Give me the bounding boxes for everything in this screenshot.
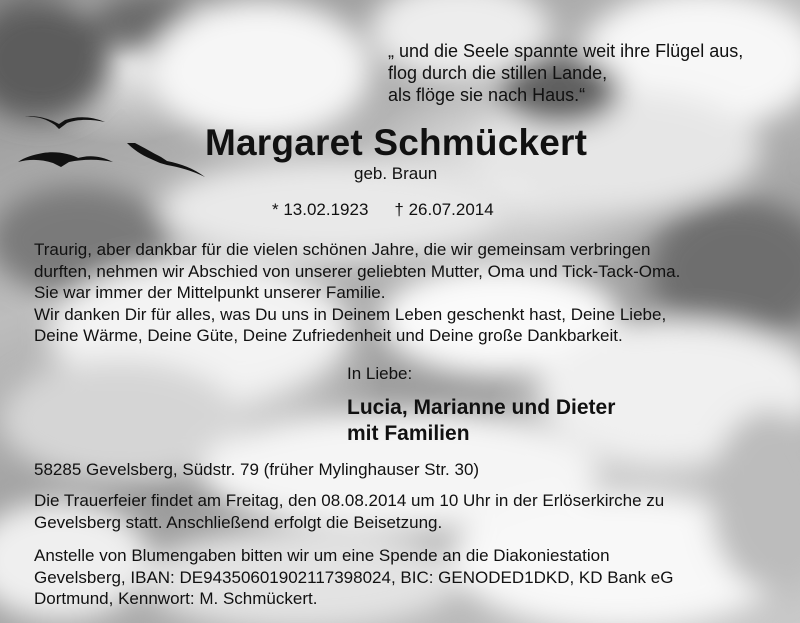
donation-info (34, 545, 673, 610)
flying-birds-icon (15, 105, 215, 190)
funeral-line: Gevelsberg statt. Anschließend erfolgt die Beisetzung. (34, 512, 443, 532)
in-love-label: In Liebe: (347, 364, 413, 383)
maiden-name: geb. Braun (354, 164, 438, 183)
life-dates (272, 200, 520, 220)
message-line: Wir danken Dir für alles, was Du uns in Deinem Leben geschenkt hast, Deine Liebe, (34, 304, 667, 324)
message-line: Traurig, aber dankbar für die vielen schönen Jahre, die wir gemeinsam verbringen (34, 240, 651, 259)
donation-line: Anstelle von Blumengaben bitten wir um eine Spende an die Diakoniestation (34, 546, 610, 565)
mourners (347, 395, 615, 447)
mourner-address: 58285 Gevelsberg, Südstr. 79 (früher Mylinghauser Str. 30) (34, 460, 480, 479)
funeral-info (34, 490, 664, 533)
quote-verse (388, 40, 743, 106)
birth-date: * 13.02.1923 (272, 200, 369, 219)
donation-line: Gevelsberg, IBAN: DE94350601902117398024, BIC: GENODED1DKD, KD Bank eG (34, 567, 674, 587)
message-text (34, 239, 680, 347)
quote-line: als flöge sie nach Haus.“ (388, 85, 586, 105)
quote-line: „ und die Seele spannte weit ihre Flügel aus, (388, 41, 744, 61)
donation-line: Dortmund, Kennwort: M. Schmückert. (34, 589, 318, 609)
deceased-name: Margaret Schmückert (205, 122, 588, 163)
mourner-line: mit Familien (347, 422, 470, 445)
death-date: † 26.07.2014 (394, 200, 494, 219)
message-line: Deine Wärme, Deine Güte, Deine Zufriedenheit und Deine große Dankbarkeit. (34, 326, 623, 346)
funeral-line: Die Trauerfeier findet am Freitag, den 08.08.2014 um 10 Uhr in der Erlöserkirche zu (34, 491, 665, 510)
quote-line: flog durch die stillen Lande, (388, 63, 608, 83)
message-line: durften, nehmen wir Abschied von unserer geliebten Mutter, Oma und Tick-Tack-Oma. (34, 261, 681, 281)
message-line: Sie war immer der Mittelpunkt unserer Familie. (34, 283, 386, 303)
mourner-line: Lucia, Marianne und Dieter (347, 396, 616, 419)
